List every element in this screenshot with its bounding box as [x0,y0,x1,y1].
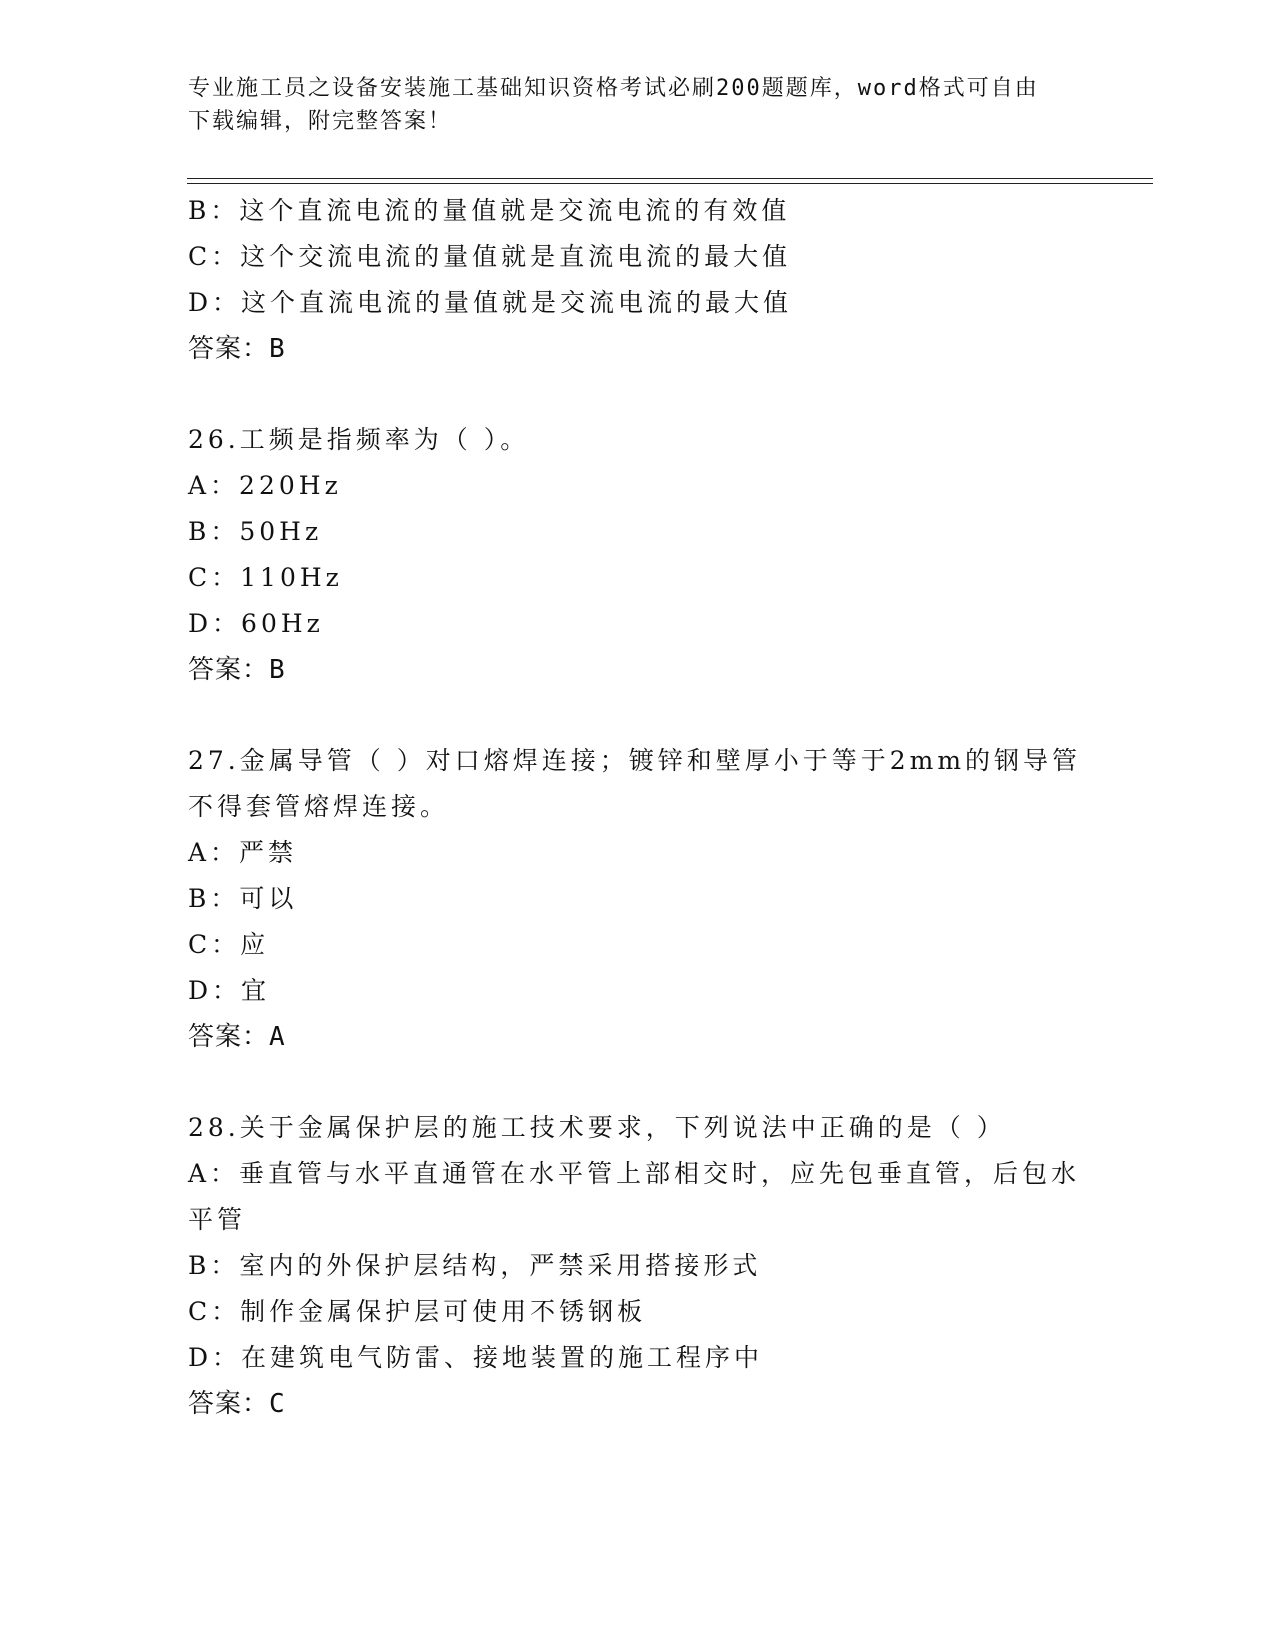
option-a-continued: 平管 [188,1205,247,1234]
question-stem-continued: 不得套管熔焊连接。 [188,792,450,821]
question-stem: 26.工频是指频率为（ ）。 [188,425,530,454]
answer-line [188,326,1088,372]
question-block-27 [188,738,1088,1060]
option-a: A：220Hz [188,471,342,500]
option-c: C：应 [188,930,270,959]
option-a: A：严禁 [188,838,298,867]
answer-label: 答案： [188,655,270,685]
answer-label: 答案： [188,1022,270,1052]
option-b: B：这个直流电流的量值就是交流电流的有效值 [188,196,791,225]
header-line-1: 专业施工员之设备安装施工基础知识资格考试必刷200题题库，word格式可自由 [188,76,1039,101]
question-block-26 [188,417,1088,693]
question-block-28 [188,1105,1088,1427]
answer-value: C [269,1389,286,1419]
answer-line [188,1381,1088,1427]
option-b: B：50Hz [188,517,323,546]
option-c: C：这个交流电流的量值就是直流电流的最大值 [188,242,792,271]
answer-line [188,1014,1088,1060]
answer-value: B [269,334,286,364]
answer-line [188,647,1088,693]
header-rule-bottom [187,183,1153,184]
question-stem: 28.关于金属保护层的施工技术要求，下列说法中正确的是（ ） [188,1113,1006,1142]
option-d: D：宜 [188,976,271,1005]
document-header [188,72,1068,138]
option-d: D：在建筑电气防雷、接地装置的施工程序中 [188,1343,764,1372]
option-d: D：这个直流电流的量值就是交流电流的最大值 [188,288,793,317]
option-c: C：110Hz [188,563,343,592]
answer-value: B [269,655,286,685]
question-content [188,188,1088,1427]
header-line-2: 下载编辑，附完整答案！ [188,109,453,134]
option-b: B：室内的外保护层结构，严禁采用搭接形式 [188,1251,762,1280]
option-d: D：60Hz [188,609,324,638]
answer-label: 答案： [188,1389,270,1419]
header-rule-top [187,178,1153,179]
prev-question-block [188,188,1088,372]
answer-label: 答案： [188,334,270,364]
option-b: B：可以 [188,884,298,913]
question-stem: 27.金属导管（ ）对口熔焊连接；镀锌和壁厚小于等于2mm的钢导管 [188,746,1082,775]
option-a: A：垂直管与水平直通管在水平管上部相交时，应先包垂直管，后包水 [188,1159,1081,1188]
option-c: C：制作金属保护层可使用不锈钢板 [188,1297,647,1326]
answer-value: A [269,1022,286,1052]
